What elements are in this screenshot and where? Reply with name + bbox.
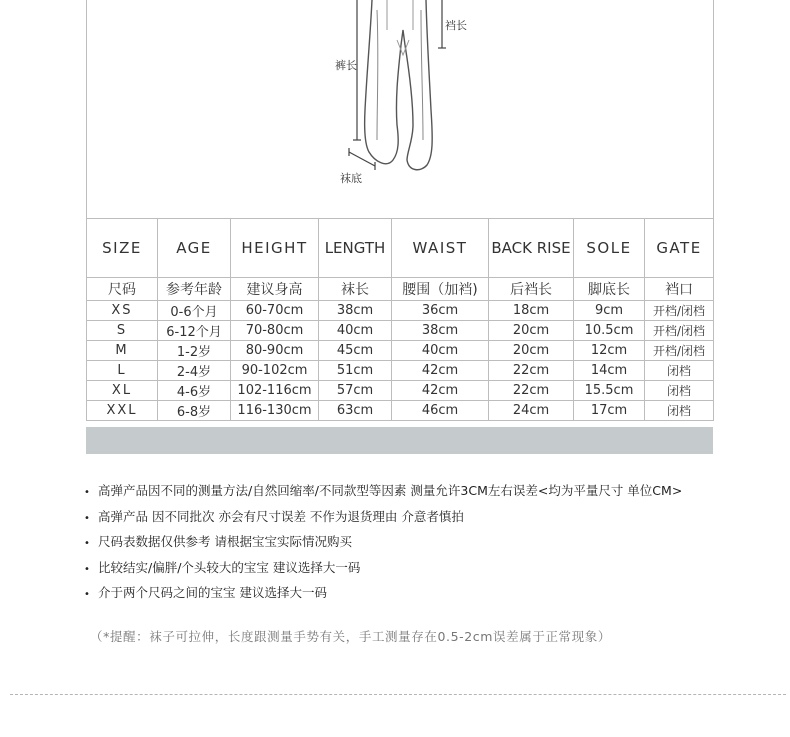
waist-cell: 42cm — [392, 361, 489, 381]
bullet-icon: • — [84, 563, 90, 575]
list-item — [84, 555, 682, 581]
list-item — [84, 580, 682, 606]
header-age: AGE — [158, 219, 231, 278]
header-cn-age: 参考年龄 — [158, 278, 231, 301]
header-cn-rise: 后裆长 — [489, 278, 574, 301]
header-cn-height: 建议身高 — [231, 278, 319, 301]
dashed-divider — [10, 694, 786, 695]
sole-cell: 15.5cm — [574, 381, 645, 401]
age-cell: 1-2岁 — [158, 341, 231, 361]
list-item — [84, 504, 682, 530]
header-size: SIZE — [87, 219, 158, 278]
sole-cell: 12cm — [574, 341, 645, 361]
bullet-icon: • — [84, 589, 90, 600]
gate-cell: 闭档 — [645, 381, 714, 401]
header-waist: WAIST — [392, 219, 489, 278]
length-cell: 40cm — [319, 321, 392, 341]
header-back-rise: BACK RISE — [489, 219, 574, 278]
table-row — [87, 301, 714, 321]
header-cn-waist: 腰围（加裆) — [392, 278, 489, 301]
sole-label: 袜底 — [340, 172, 362, 185]
height-cell: 70-80cm — [231, 321, 319, 341]
size-cell: M — [87, 341, 158, 361]
note-text: 高弹产品 因不同批次 亦会有尺寸误差 不作为退货理由 介意者慎拍 — [98, 508, 464, 524]
sole-cell: 14cm — [574, 361, 645, 381]
list-item — [84, 529, 682, 555]
header-cn-gate: 裆口 — [645, 278, 714, 301]
note-text: 介于两个尺码之间的宝宝 建议选择大一码 — [98, 585, 327, 600]
size-cell: XL — [87, 381, 158, 401]
height-cell: 60-70cm — [231, 301, 319, 321]
bullet-icon: • — [84, 512, 90, 524]
bullet-icon: • — [84, 487, 90, 498]
product-diagram-panel — [86, 0, 714, 218]
sole-cell: 10.5cm — [574, 321, 645, 341]
size-chart-table — [86, 218, 714, 421]
header-length: LENGTH — [319, 219, 392, 278]
waist-cell: 40cm — [392, 341, 489, 361]
rise-label: 裆长 — [445, 19, 467, 32]
rise-cell: 20cm — [489, 341, 574, 361]
rise-cell: 18cm — [489, 301, 574, 321]
chinese-header-row — [87, 278, 714, 301]
stretch-reminder-text: （*提醒：袜子可拉伸，长度跟测量手势有关，手工测量存在0.5-2cm误差属于正常现象） — [90, 629, 611, 644]
size-notes-list — [84, 478, 682, 606]
header-cn-sole: 脚底长 — [574, 278, 645, 301]
table-row — [87, 341, 714, 361]
waist-cell: 38cm — [392, 321, 489, 341]
height-cell: 102-116cm — [231, 381, 319, 401]
rise-cell: 22cm — [489, 361, 574, 381]
gate-cell: 闭档 — [645, 361, 714, 381]
header-cn-size: 尺码 — [87, 278, 158, 301]
header-gate: GATE — [645, 219, 714, 278]
sole-cell: 9cm — [574, 301, 645, 321]
length-cell: 57cm — [319, 381, 392, 401]
age-cell: 4-6岁 — [158, 381, 231, 401]
length-cell: 63cm — [319, 401, 392, 421]
gate-cell: 开档/闭档 — [645, 301, 714, 321]
rise-cell: 24cm — [489, 401, 574, 421]
waist-cell: 46cm — [392, 401, 489, 421]
rise-cell: 22cm — [489, 381, 574, 401]
length-cell: 51cm — [319, 361, 392, 381]
header-cn-length: 袜长 — [319, 278, 392, 301]
table-row — [87, 361, 714, 381]
age-cell: 6-12个月 — [158, 321, 231, 341]
tights-measurement-diagram — [87, 0, 713, 218]
header-sole: SOLE — [574, 219, 645, 278]
size-cell: XXL — [87, 401, 158, 421]
list-item — [84, 478, 682, 504]
table-row — [87, 321, 714, 341]
note-text: 高弹产品因不同的测量方法/自然回缩率/不同款型等因素 测量允许3CM左右误差<均为平量尺寸 单位CM> — [98, 483, 683, 498]
height-cell: 80-90cm — [231, 341, 319, 361]
sole-cell: 17cm — [574, 401, 645, 421]
length-cell: 38cm — [319, 301, 392, 321]
height-cell: 90-102cm — [231, 361, 319, 381]
waist-cell: 42cm — [392, 381, 489, 401]
size-cell: S — [87, 321, 158, 341]
rise-cell: 20cm — [489, 321, 574, 341]
note-text: 尺码表数据仅供参考 请根据宝宝实际情况购买 — [98, 534, 352, 549]
table-row — [87, 401, 714, 421]
size-cell: L — [87, 361, 158, 381]
table-row — [87, 381, 714, 401]
note-text: 比较结实/偏胖/个头较大的宝宝 建议选择大一码 — [98, 559, 361, 575]
age-cell: 6-8岁 — [158, 401, 231, 421]
size-cell: XS — [87, 301, 158, 321]
gate-cell: 闭档 — [645, 401, 714, 421]
table-footer-bar — [86, 427, 713, 454]
age-cell: 2-4岁 — [158, 361, 231, 381]
waist-cell: 36cm — [392, 301, 489, 321]
length-cell: 45cm — [319, 341, 392, 361]
bullet-icon: • — [84, 538, 90, 549]
gate-cell: 开档/闭档 — [645, 341, 714, 361]
header-height: HEIGHT — [231, 219, 319, 278]
gate-cell: 开档/闭档 — [645, 321, 714, 341]
age-cell: 0-6个月 — [158, 301, 231, 321]
length-label: 裤长 — [335, 59, 357, 72]
height-cell: 116-130cm — [231, 401, 319, 421]
english-header-row — [87, 219, 714, 278]
